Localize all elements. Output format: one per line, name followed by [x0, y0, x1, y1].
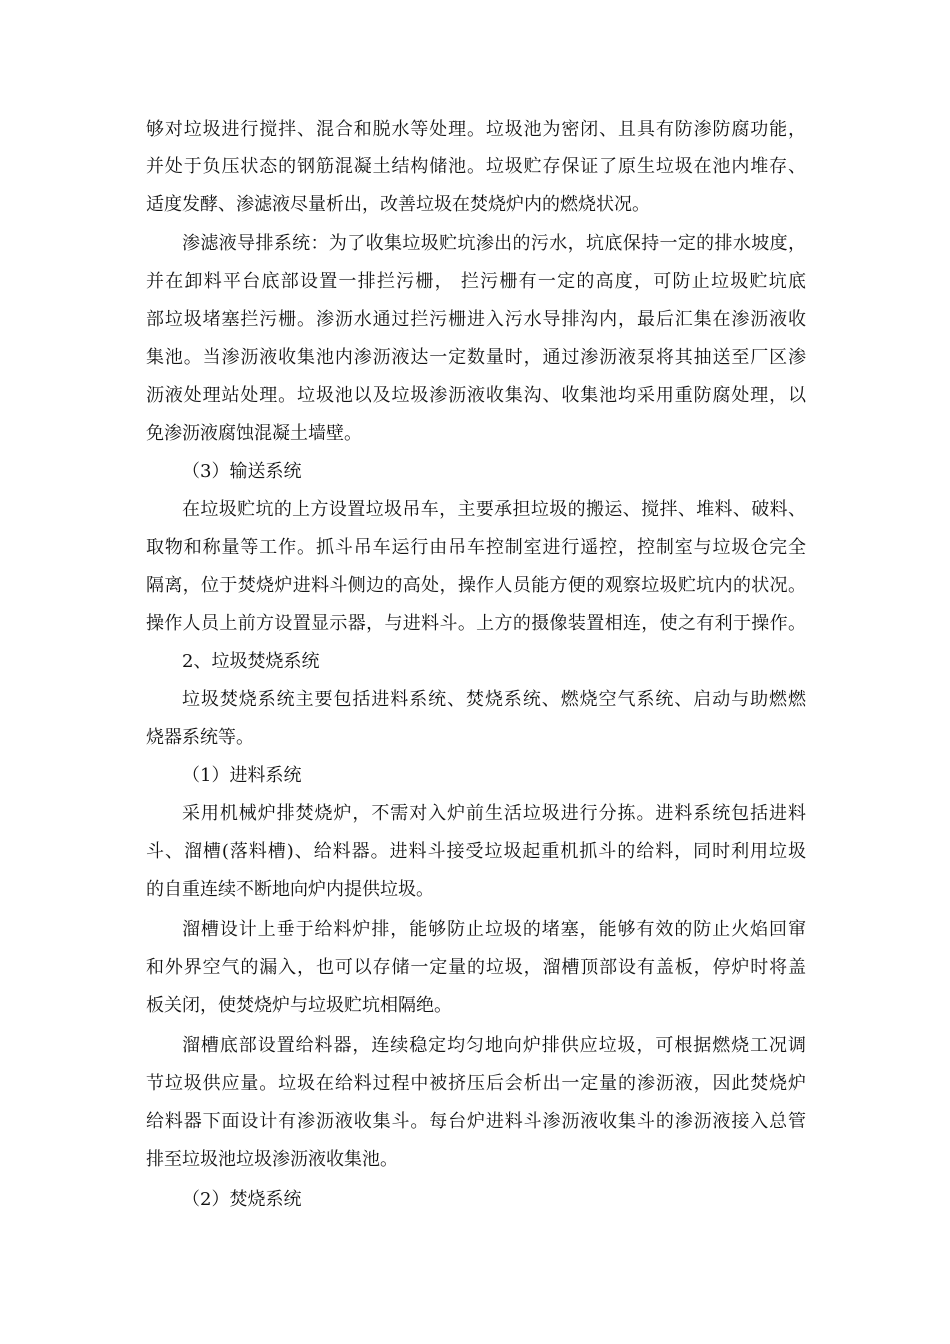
paragraph-line: 渗滤液导排系统：为了收集垃圾贮坑渗出的污水，坑底保持一定的排水坡度， [182, 233, 806, 254]
paragraph-line: 溜槽设计上垂于给料炉排，能够防止垃圾的堵塞，能够有效的防止火焰回窜 [182, 919, 806, 940]
paragraph-line: 采用机械炉排焚烧炉，不需对入炉前生活垃圾进行分拣。进料系统包括进料 [182, 803, 806, 824]
section-heading: 2、垃圾焚烧系统 [182, 651, 320, 672]
paragraph-line: 垃圾焚烧系统主要包括进料系统、焚烧系统、燃烧空气系统、启动与助燃燃 [182, 689, 806, 710]
paragraph-line: 隔离，位于焚烧炉进料斗侧边的高处，操作人员能方便的观察垃圾贮坑内的状况。 [146, 575, 806, 596]
section-heading: （1）进料系统 [182, 765, 302, 786]
paragraph-line: 排至垃圾池垃圾渗沥液收集池。 [146, 1149, 398, 1170]
paragraph-line: 部垃圾堵塞拦污栅。渗沥水通过拦污栅进入污水导排沟内，最后汇集在渗沥液收 [146, 309, 806, 330]
paragraph-line: 免渗沥液腐蚀混凝土墙壁。 [146, 423, 362, 444]
paragraph-line: 在垃圾贮坑的上方设置垃圾吊车，主要承担垃圾的搬运、搅拌、堆料、破料、 [182, 499, 806, 520]
paragraph-line: 沥液处理站处理。垃圾池以及垃圾渗沥液收集沟、收集池均采用重防腐处理，以 [146, 385, 806, 406]
paragraph-line: 并在卸料平台底部设置一排拦污栅， 拦污栅有一定的高度，可防止垃圾贮坑底 [146, 271, 806, 292]
paragraph-line: 溜槽底部设置给料器，连续稳定均匀地向炉排供应垃圾，可根据燃烧工况调 [182, 1035, 806, 1056]
paragraph-line: 集池。当渗沥液收集池内渗沥液达一定数量时，通过渗沥液泵将其抽送至厂区渗 [146, 347, 806, 368]
paragraph-line: 的自重连续不断地向炉内提供垃圾。 [146, 879, 434, 900]
section-heading: （2）焚烧系统 [182, 1189, 302, 1210]
paragraph-line: 节垃圾供应量。垃圾在给料过程中被挤压后会析出一定量的渗沥液，因此焚烧炉 [146, 1073, 806, 1094]
paragraph-line: 和外界空气的漏入，也可以存储一定量的垃圾，溜槽顶部设有盖板，停炉时将盖 [146, 957, 806, 978]
paragraph-line: 并处于负压状态的钢筋混凝土结构储池。垃圾贮存保证了原生垃圾在池内堆存、 [146, 156, 806, 177]
paragraph-line: 斗、溜槽(落料槽)、给料器。进料斗接受垃圾起重机抓斗的给料，同时利用垃圾 [146, 841, 806, 862]
section-heading: （3）输送系统 [182, 461, 302, 482]
paragraph-line: 取物和称量等工作。抓斗吊车运行由吊车控制室进行遥控，控制室与垃圾仓完全 [146, 537, 806, 558]
paragraph-line: 操作人员上前方设置显示器，与进料斗。上方的摄像装置相连，使之有利于操作。 [146, 613, 806, 634]
paragraph-line: 板关闭，使焚烧炉与垃圾贮坑相隔绝。 [146, 995, 452, 1016]
paragraph-line: 烧器系统等。 [146, 727, 254, 748]
paragraph-line: 够对垃圾进行搅拌、混合和脱水等处理。垃圾池为密闭、且具有防渗防腐功能， [146, 119, 806, 140]
paragraph-line: 适度发酵、渗滤液尽量析出，改善垃圾在焚烧炉内的燃烧状况。 [146, 194, 650, 215]
paragraph-line: 给料器下面设计有渗沥液收集斗。每台炉进料斗渗沥液收集斗的渗沥液接入总管 [146, 1111, 806, 1132]
